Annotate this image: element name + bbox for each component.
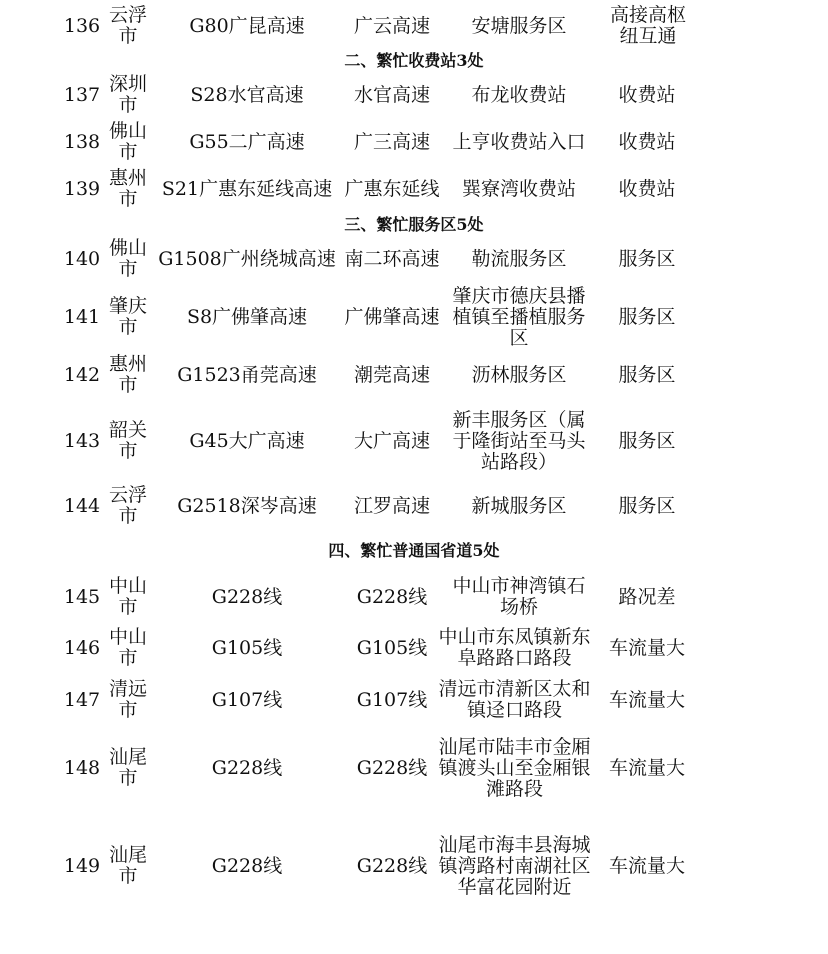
cell-number: 140 — [63, 247, 101, 270]
table-row — [0, 626, 828, 670]
cell-road: G1508广州绕城高速 — [158, 247, 336, 270]
cell-line: 潮莞高速 — [353, 363, 430, 386]
cell-type: 车流量大 — [608, 854, 685, 877]
cell-city: 汕尾市 — [108, 746, 147, 789]
cell-location: 上亨收费站入口 — [452, 130, 586, 153]
cell-location: 清远市清新区太和镇迳口路段 — [438, 678, 591, 721]
table-row — [0, 484, 828, 528]
cell-type: 服务区 — [618, 494, 676, 517]
cell-type: 高接高枢纽互通 — [609, 4, 686, 47]
cell-type: 车流量大 — [608, 688, 685, 711]
cell-location: 汕尾市海丰县海城镇湾路村南湖社区华富花园附近 — [438, 833, 591, 898]
cell-road: G80广昆高速 — [189, 14, 305, 37]
cell-type: 收费站 — [618, 177, 676, 200]
cell-road: G107线 — [211, 688, 283, 711]
cell-road: G228线 — [211, 585, 283, 608]
table-row — [0, 167, 828, 211]
cell-line: G228线 — [356, 756, 428, 779]
cell-city: 韶关市 — [108, 419, 147, 462]
table-row — [0, 120, 828, 164]
table-row — [0, 353, 828, 397]
cell-location: 布龙收费站 — [471, 83, 567, 106]
cell-type: 服务区 — [618, 363, 676, 386]
cell-number: 137 — [63, 83, 101, 106]
table-row — [0, 678, 828, 722]
section-heading: 三、繁忙服务区5处 — [344, 215, 484, 234]
cell-location: 中山市神湾镇石场桥 — [452, 575, 586, 618]
cell-line: G105线 — [356, 636, 428, 659]
cell-location: 汕尾市陆丰市金厢镇渡头山至金厢银滩路段 — [438, 735, 591, 800]
cell-road: G228线 — [211, 756, 283, 779]
cell-city: 肇庆市 — [108, 295, 147, 338]
table-row — [0, 575, 828, 619]
cell-type: 收费站 — [618, 130, 676, 153]
cell-location: 勒流服务区 — [471, 247, 567, 270]
cell-location: 新城服务区 — [471, 494, 567, 517]
cell-road: G2518深岑高速 — [177, 494, 317, 517]
cell-road: G228线 — [211, 854, 283, 877]
cell-number: 136 — [63, 14, 101, 37]
cell-line: 水官高速 — [353, 83, 430, 106]
cell-road: S21广惠东延线高速 — [161, 177, 333, 200]
cell-road: G1523甬莞高速 — [177, 363, 317, 386]
cell-number: 138 — [63, 130, 101, 153]
cell-number: 144 — [63, 494, 101, 517]
cell-city: 清远市 — [108, 678, 147, 721]
cell-location: 巽寮湾收费站 — [461, 177, 576, 200]
cell-number: 142 — [63, 363, 101, 386]
cell-line: G228线 — [356, 585, 428, 608]
cell-type: 车流量大 — [608, 756, 685, 779]
table-row — [0, 237, 828, 281]
table-row — [0, 284, 828, 350]
cell-road: G105线 — [211, 636, 283, 659]
cell-location: 沥林服务区 — [471, 363, 567, 386]
cell-line: 江罗高速 — [353, 494, 430, 517]
cell-line: G228线 — [356, 854, 428, 877]
table-row — [0, 822, 828, 910]
cell-number: 145 — [63, 585, 101, 608]
cell-location: 中山市东凤镇新东阜路路口路段 — [438, 626, 591, 669]
section-heading: 二、繁忙收费站3处 — [344, 51, 484, 70]
cell-road: G55二广高速 — [189, 130, 305, 153]
cell-line: 广惠东延线 — [344, 177, 440, 200]
cell-number: 149 — [63, 854, 101, 877]
cell-type: 服务区 — [618, 305, 676, 328]
cell-city: 中山市 — [108, 575, 147, 618]
cell-location: 新丰服务区（属于隆街站至马头站路段） — [452, 408, 586, 473]
cell-line: 广三高速 — [353, 130, 430, 153]
cell-city: 佛山市 — [108, 120, 147, 163]
cell-number: 141 — [63, 305, 101, 328]
cell-line: 大广高速 — [353, 429, 430, 452]
cell-city: 惠州市 — [108, 353, 147, 396]
cell-type: 收费站 — [618, 83, 676, 106]
cell-line: 南二环高速 — [344, 247, 440, 270]
cell-number: 146 — [63, 636, 101, 659]
cell-type: 车流量大 — [608, 636, 685, 659]
cell-city: 深圳市 — [108, 73, 147, 116]
cell-road: S28水官高速 — [190, 83, 304, 106]
cell-type: 服务区 — [618, 429, 676, 452]
table-row — [0, 4, 828, 48]
section-heading: 四、繁忙普通国省道5处 — [328, 541, 500, 560]
cell-type: 服务区 — [618, 247, 676, 270]
cell-line: G107线 — [356, 688, 428, 711]
cell-city: 惠州市 — [108, 167, 147, 210]
cell-road: G45大广高速 — [189, 429, 305, 452]
cell-type: 路况差 — [618, 585, 676, 608]
cell-city: 佛山市 — [108, 237, 147, 280]
cell-number: 139 — [63, 177, 101, 200]
cell-city: 汕尾市 — [108, 844, 147, 887]
cell-location: 肇庆市德庆县播植镇至播植服务区 — [452, 284, 586, 349]
table-row — [0, 408, 828, 474]
cell-number: 143 — [63, 429, 101, 452]
cell-city: 云浮市 — [108, 484, 147, 527]
cell-city: 中山市 — [108, 626, 147, 669]
table-row — [0, 735, 828, 801]
cell-city: 云浮市 — [108, 4, 147, 47]
cell-line: 广佛肇高速 — [344, 305, 440, 328]
cell-location: 安塘服务区 — [471, 14, 567, 37]
cell-road: S8广佛肇高速 — [186, 305, 308, 328]
table-row — [0, 73, 828, 117]
cell-number: 147 — [63, 688, 101, 711]
cell-number: 148 — [63, 756, 101, 779]
cell-line: 广云高速 — [353, 14, 430, 37]
